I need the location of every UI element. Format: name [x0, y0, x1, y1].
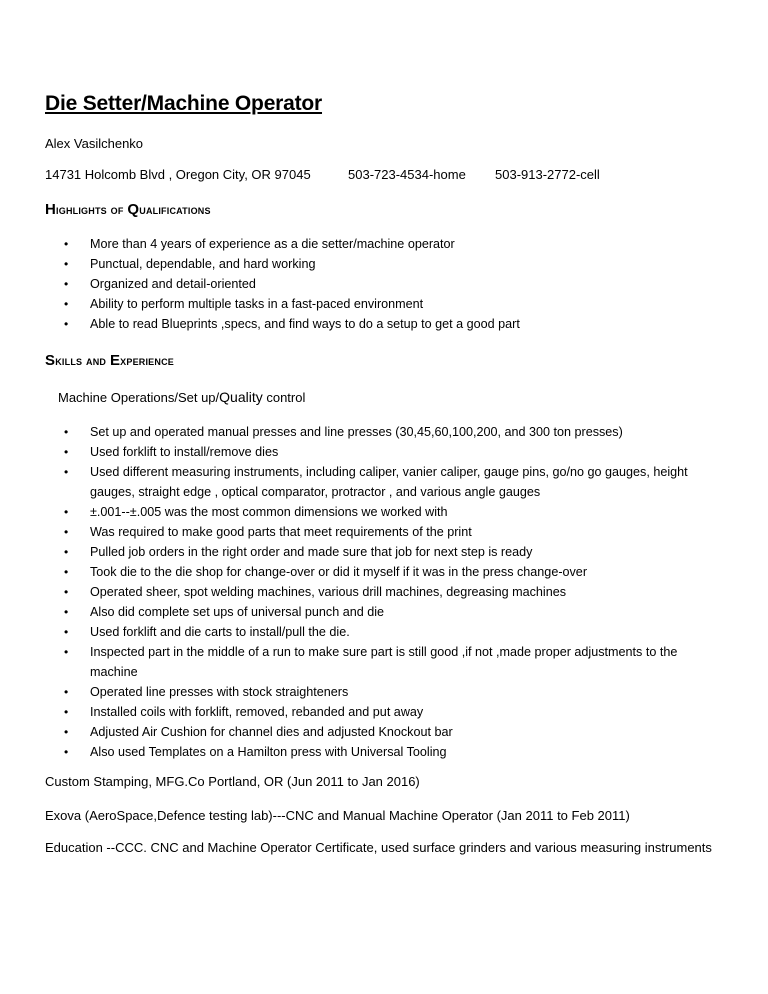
bullet-icon: • — [64, 545, 69, 559]
bullet-icon: • — [64, 257, 69, 271]
bullet-icon: • — [64, 585, 69, 599]
bullet-icon: • — [64, 625, 69, 639]
skills-list — [0, 422, 700, 762]
list-item: • Inspected part in the middle of a run to make sure part is still good ,if not ,made proper adjustments to the — [0, 642, 700, 662]
bullet-icon: • — [64, 445, 69, 459]
education-line: Education --CCC. CNC and Machine Operator Certificate, used surface grinders and various measuring instruments — [45, 840, 712, 855]
bullet-icon: • — [64, 705, 69, 719]
bullet-icon: • — [64, 505, 69, 519]
list-item: • Pulled job orders in the right order and made sure that job for next step is ready — [0, 542, 700, 562]
list-item: • Set up and operated manual presses and line presses (30,45,60,100,200, and 300 ton presses) — [0, 422, 700, 442]
bullet-icon: • — [64, 277, 69, 291]
bullet-icon: • — [64, 297, 69, 311]
resume-title: Die Setter/Machine Operator — [45, 92, 323, 115]
list-item: • Organized and detail-oriented — [0, 274, 700, 294]
employment-exova: Exova (AeroSpace,Defence testing lab)---CNC and Manual Machine Operator (Jan 2011 to Feb 2011) — [45, 808, 630, 823]
employment-custom-stamping: Custom Stamping, MFG.Co Portland, OR (Jun 2011 to Jan 2016) — [45, 774, 420, 789]
list-item: • Adjusted Air Cushion for channel dies and adjusted Knockout bar — [0, 722, 700, 742]
list-item: • Installed coils with forklift, removed, rebanded and put away — [0, 702, 700, 722]
list-item: • Took die to the die shop for change-over or did it myself if it was in the press change-over — [0, 562, 700, 582]
list-item: • Also did complete set ups of universal punch and die — [0, 602, 700, 622]
phone-home: 503-723-4534-home — [348, 167, 466, 182]
list-item: • More than 4 years of experience as a die setter/machine operator — [0, 234, 700, 254]
candidate-name: Alex Vasilchenko — [45, 136, 144, 151]
skills-heading: Skills and Experience — [45, 352, 174, 369]
bullet-icon: • — [64, 605, 69, 619]
bullet-icon: • — [64, 745, 69, 759]
list-item: • Operated line presses with stock straighteners — [0, 682, 700, 702]
skills-subheading: Machine Operations/Set up/Quality control — [58, 389, 306, 405]
address: 14731 Holcomb Blvd , Oregon City, OR 97045 — [45, 167, 311, 182]
bullet-icon: • — [64, 465, 69, 479]
bullet-icon: • — [64, 525, 69, 539]
contact-line — [45, 167, 600, 182]
bullet-icon: • — [64, 685, 69, 699]
bullet-icon: • — [64, 565, 69, 579]
list-item: • ±.001--±.005 was the most common dimensions we worked with — [0, 502, 700, 522]
bullet-icon: • — [64, 237, 69, 251]
list-item: • Used forklift and die carts to install/pull the die. — [0, 622, 700, 642]
list-item-continuation: gauges, straight edge , optical comparator, protractor , and various angle gauges — [90, 485, 541, 499]
list-item: • Able to read Blueprints ,specs, and find ways to do a setup to get a good part — [0, 314, 700, 334]
list-item: • Used different measuring instruments, including caliper, vanier caliper, gauge pins, go/no go gauges, height — [0, 462, 700, 482]
list-item: • Operated sheer, spot welding machines, various drill machines, degreasing machines — [0, 582, 700, 602]
phone-cell: 503-913-2772-cell — [495, 167, 600, 182]
highlights-list — [0, 234, 700, 334]
list-item-continuation: machine — [90, 665, 138, 679]
bullet-icon: • — [64, 725, 69, 739]
bullet-icon: • — [64, 425, 69, 439]
list-item: • Ability to perform multiple tasks in a fast-paced environment — [0, 294, 700, 314]
list-item: • Was required to make good parts that meet requirements of the print — [0, 522, 700, 542]
list-item: • Used forklift to install/remove dies — [0, 442, 700, 462]
list-item: • Also used Templates on a Hamilton press with Universal Tooling — [0, 742, 700, 762]
list-item: • Punctual, dependable, and hard working — [0, 254, 700, 274]
bullet-icon: • — [64, 317, 69, 331]
bullet-icon: • — [64, 645, 69, 659]
highlights-heading: Highlights of Qualifications — [45, 201, 211, 218]
